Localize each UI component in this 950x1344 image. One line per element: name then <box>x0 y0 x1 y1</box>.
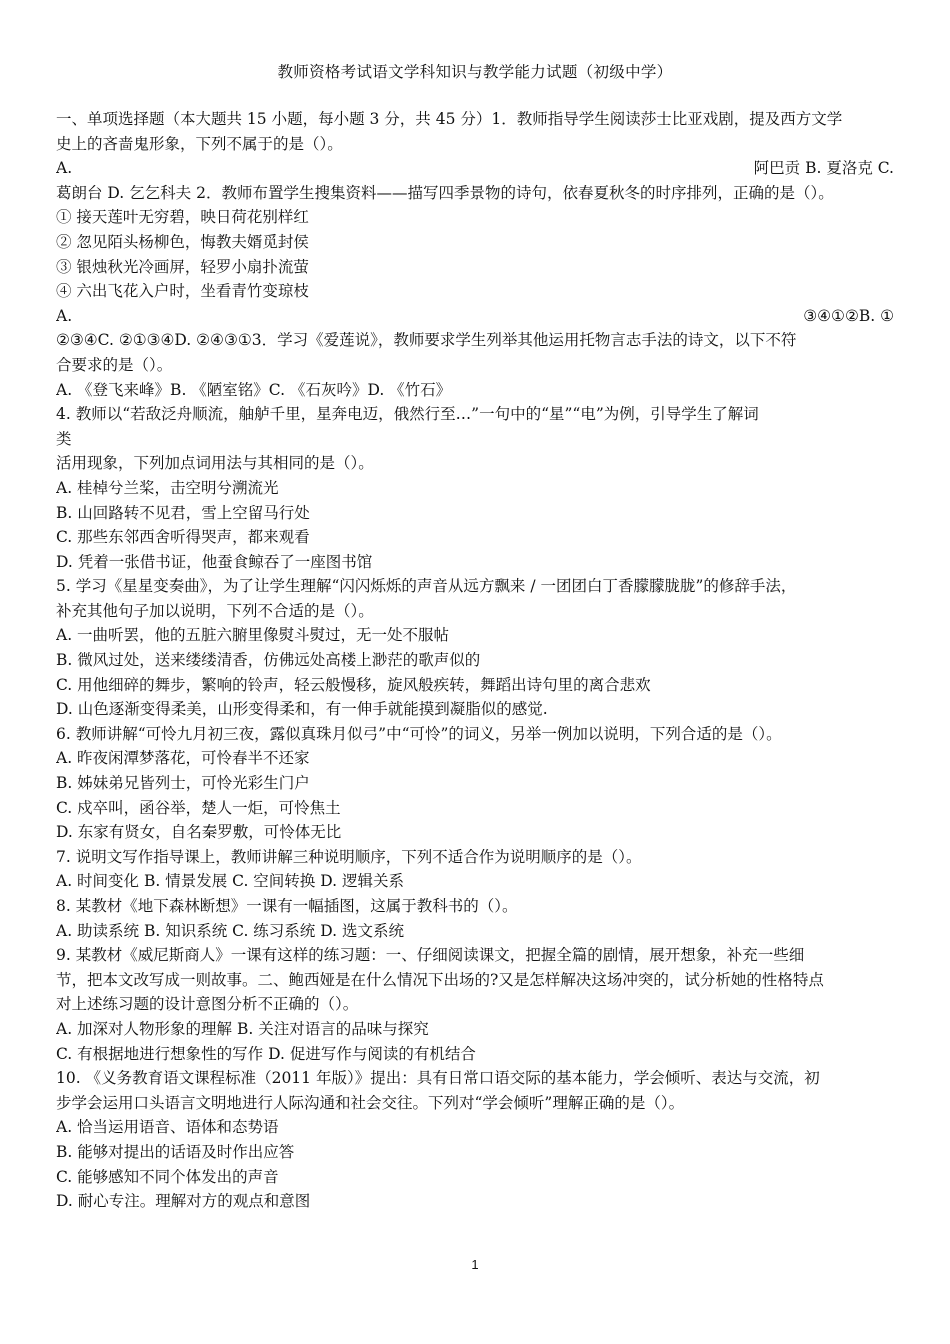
text-segment: 阿巴贡 B. 夏洛克 C. <box>753 159 894 178</box>
text-line: 活用现象，下列加点词用法与其相同的是（）。 <box>56 454 374 473</box>
text-line: A. 《登飞来峰》B. 《陋室铭》C. 《石灰吟》D. 《竹石》 <box>56 380 452 399</box>
text-line: 5. 学习《星星变奏曲》，为了让学生理解“闪闪烁烁的声音从远方飘来 / 一团团白丁香朦朦胧胧”的修辞手法， <box>56 577 797 596</box>
text-line: ②③④C. ②①③④D. ②④③①3．学习《爱莲说》，教师要求学生列举其他运用托物言志手法的诗文，以下不符 <box>56 331 797 350</box>
text-line: ① 接天莲叶无穷碧，映日荷花别样红 <box>56 208 309 227</box>
document-body <box>56 107 894 1214</box>
text-line: 7. 说明文写作指导课上，教师讲解三种说明顺序，下列不适合作为说明顺序的是（）。 <box>56 847 642 866</box>
text-line: B. 能够对提出的话语及时作出应答 <box>56 1142 295 1161</box>
text-line: D. 凭着一张借书证，他蚕食鲸吞了一座图书馆 <box>56 552 373 571</box>
text-line: C. 有根据地进行想象性的写作 D. 促进写作与阅读的有机结合 <box>56 1044 476 1063</box>
text-line: 9. 某教材《威尼斯商人》一课有这样的练习题：一、仔细阅读课文，把握全篇的剧情，展开想象，补充一些细 <box>56 946 805 965</box>
text-line: 补充其他句子加以说明，下列不合适的是（）。 <box>56 601 374 620</box>
text-line: D. 山色逐渐变得柔美，山形变得柔和，有一伸手就能摸到凝脂似的感觉. <box>56 700 548 719</box>
text-line <box>56 304 894 329</box>
text-line: 8. 某教材《地下森林断想》一课有一幅插图，这属于教科书的（）。 <box>56 897 518 915</box>
text-line: C. 能够感知不同个体发出的声音 <box>56 1167 279 1186</box>
text-line: 对上述练习题的设计意图分析不正确的（）。 <box>56 995 359 1014</box>
text-line: A. 加深对人物形象的理解 B. 关注对语言的品味与探究 <box>56 1019 429 1038</box>
text-line: D. 东家有贤女，自名秦罗敷，可怜体无比 <box>56 823 342 842</box>
text-line: B. 山回路转不见君，雪上空留马行处 <box>56 503 310 522</box>
text-line: 10. 《义务教育语文课程标准（2011 年版）》提出：具有日常口语交际的基本能力，学会倾听、表达与交流，初 <box>56 1069 820 1088</box>
text-line: 步学会运用口头语言文明地进行人际沟通和社会交往。下列对“学会倾听”理解正确的是（）。 <box>56 1093 685 1112</box>
text-line: A. 助读系统 B. 知识系统 C. 练习系统 D. 选文系统 <box>56 921 404 940</box>
text-line: 4. 教师以“若敌泛舟顺流，舳舻千里，星奔电迈，俄然行至…”一句中的“星”“电”为例，引导学生了解词 <box>56 405 759 424</box>
text-segment: ③④①②B. ① <box>803 306 894 325</box>
document-title: 教师资格考试语文学科知识与教学能力试题（初级中学） <box>277 63 673 81</box>
text-segment: A. <box>56 306 73 325</box>
text-line: A. 一曲听罢，他的五脏六腑里像熨斗熨过，无一处不服帖 <box>56 626 450 645</box>
text-line: 合要求的是（）。 <box>56 355 173 374</box>
text-line: A. 时间变化 B. 情景发展 C. 空间转换 D. 逻辑关系 <box>56 872 404 891</box>
text-line: B. 姊妹弟兄皆列士，可怜光彩生门户 <box>56 774 310 793</box>
text-line: C. 用他细碎的舞步，繁响的铃声，轻云般慢移，旋风般疾转，舞蹈出诗句里的离合悲欢 <box>56 675 651 694</box>
text-line: 葛朗台 D. 乞乞科夫 2．教师布置学生搜集资料——描写四季景物的诗句，依春夏秋冬的时序排列，正确的是（）。 <box>56 183 834 202</box>
text-line: 节，把本文改写成一则故事。二、鲍西娅是在什么情况下出场的?又是怎样解决这场冲突的，试分析她的性格特点 <box>56 970 824 989</box>
text-line: A. 恰当运用语音、语体和态势语 <box>56 1118 279 1137</box>
text-line: 史上的吝啬鬼形象，下列不属于的是（）。 <box>56 134 343 153</box>
text-line: 6. 教师讲解“可怜九月初三夜，露似真珠月似弓”中“可怜”的词义，另举一例加以说明，下列合适的是（）。 <box>56 724 782 743</box>
text-line: D. 耐心专注。理解对方的观点和意图 <box>56 1192 311 1211</box>
text-segment: A. <box>56 159 73 178</box>
text-line <box>56 156 894 181</box>
text-line: 类 <box>56 429 72 448</box>
text-line: ④ 六出飞花入户时，坐看青竹变琼枝 <box>56 282 309 301</box>
text-line: B. 微风过处，送来缕缕清香，仿佛远处高楼上渺茫的歌声似的 <box>56 651 481 670</box>
text-line: ③ 银烛秋光冷画屏，轻罗小扇扑流萤 <box>56 257 309 276</box>
text-line: A. 昨夜闲潭梦落花，可怜春半不还家 <box>56 749 310 768</box>
page-number: 1 <box>471 1257 479 1272</box>
text-line: ② 忽见陌头杨柳色，悔教夫婿觅封侯 <box>56 232 309 251</box>
text-line: C. 那些东邻西舍听得哭声，都来观看 <box>56 528 310 547</box>
text-line: A. 桂棹兮兰桨，击空明兮溯流光 <box>56 478 279 497</box>
text-line: 一、单项选择题（本大题共 15 小题，每小题 3 分，共 45 分）1．教师指导学生阅读莎士比亚戏剧，提及西方文学 <box>56 110 843 128</box>
text-line: C. 戍卒叫，函谷举，楚人一炬，可怜焦土 <box>56 798 341 817</box>
